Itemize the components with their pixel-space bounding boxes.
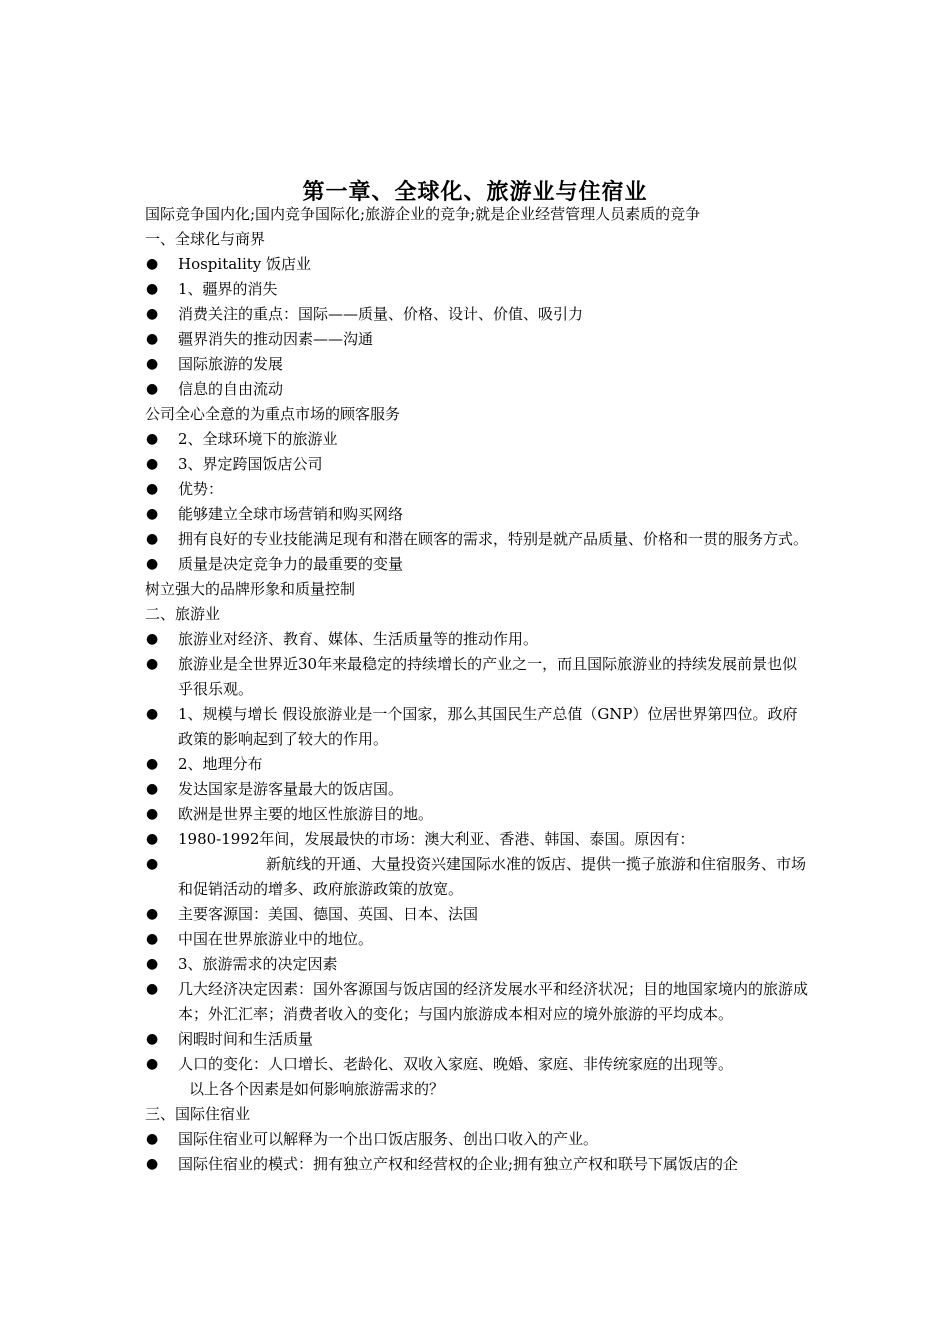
bullet-dot-icon: ● (146, 531, 159, 547)
text-line-content: 公司全心全意的为重点市场的顾客服务 (145, 405, 401, 423)
bullet-item (145, 1027, 810, 1052)
bullet-dot-icon: ● (146, 306, 159, 322)
bullet-item-text: 3、旅游需求的决定因素 (178, 955, 338, 973)
bullet-item (145, 952, 810, 977)
bullet-item (145, 927, 810, 952)
bullet-item-text: 新航线的开通、大量投资兴建国际水准的饭店、提供一揽子旅游和住宿服务、市场和促销活动的增多、政府旅游政策的放宽。 (178, 855, 807, 898)
bullet-item (145, 702, 810, 752)
text-line (145, 577, 810, 602)
bullet-item (145, 327, 810, 352)
bullet-item-text: Hospitality 饭店业 (178, 255, 312, 273)
bullet-item-text: 旅游业是全世界近30年来最稳定的持续增长的产业之一，而且国际旅游业的持续发展前景也似乎很乐观。 (178, 655, 798, 698)
bullet-dot-icon: ● (146, 981, 159, 997)
bullet-item (145, 477, 810, 502)
bullet-item-text: 拥有良好的专业技能满足现有和潜在顾客的需求，特别是就产品质量、价格和一贯的服务方式。 (178, 530, 809, 548)
bullet-item-text: 质量是决定竞争力的最重要的变量 (178, 555, 404, 573)
bullet-item (145, 977, 810, 1027)
text-line-content: 一、全球化与商界 (145, 230, 266, 248)
bullet-item (145, 752, 810, 777)
bullet-dot-icon: ● (146, 656, 159, 672)
bullet-dot-icon: ● (146, 1056, 159, 1072)
text-line (145, 402, 810, 427)
bullet-dot-icon: ● (146, 331, 159, 347)
bullet-item-text: 信息的自由流动 (178, 380, 284, 398)
bullet-dot-icon: ● (146, 456, 159, 472)
bullet-item (145, 802, 810, 827)
bullet-dot-icon: ● (146, 431, 159, 447)
document-body (145, 202, 810, 1177)
bullet-item (145, 427, 810, 452)
bullet-dot-icon: ● (146, 831, 159, 847)
bullet-item (145, 1152, 810, 1177)
bullet-item-text: 中国在世界旅游业中的地位。 (178, 930, 374, 948)
bullet-dot-icon: ● (146, 756, 159, 772)
bullet-item-text: 国际住宿业可以解释为一个出口饭店服务、创出口收入的产业。 (178, 1130, 599, 1148)
bullet-item (145, 777, 810, 802)
bullet-item-text: 能够建立全球市场营销和购买网络 (178, 505, 404, 523)
bullet-item (145, 502, 810, 527)
bullet-item-text: 2、地理分布 (178, 755, 263, 773)
bullet-item (145, 552, 810, 577)
text-line-content: 二、旅游业 (145, 605, 221, 623)
bullet-dot-icon: ● (146, 806, 159, 822)
bullet-item (145, 902, 810, 927)
bullet-item-text: 旅游业对经济、教育、媒体、生活质量等的推动作用。 (178, 630, 539, 648)
bullet-dot-icon: ● (146, 381, 159, 397)
bullet-dot-icon: ● (146, 1031, 159, 1047)
bullet-dot-icon: ● (146, 1156, 159, 1172)
bullet-item-text: 人口的变化：人口增长、老龄化、双收入家庭、晚婚、家庭、非传统家庭的出现等。 (178, 1055, 734, 1073)
bullet-item-text: 3、界定跨国饭店公司 (178, 455, 323, 473)
bullet-dot-icon: ● (146, 281, 159, 297)
bullet-dot-icon: ● (146, 906, 159, 922)
bullet-item (145, 452, 810, 477)
bullet-dot-icon: ● (146, 856, 159, 872)
text-line-content: 国际竞争国内化;国内竞争国际化;旅游企业的竞争;就是企业经营管理人员素质的竞争 (145, 205, 701, 223)
bullet-dot-icon: ● (146, 781, 159, 797)
bullet-item-text: 几大经济决定因素：国外客源国与饭店国的经济发展水平和经济状况；目的地国家境内的旅游成本；外汇汇率；消费者收入的变化；与国内旅游成本相对应的境外旅游的平均成本。 (178, 980, 809, 1023)
note-line (145, 1077, 810, 1102)
bullet-dot-icon: ● (146, 481, 159, 497)
text-line (145, 1102, 810, 1127)
text-line (145, 602, 810, 627)
bullet-item (145, 827, 810, 852)
bullet-item-text: 2、全球环境下的旅游业 (178, 430, 338, 448)
bullet-item-text: 疆界消失的推动因素——沟通 (178, 330, 374, 348)
page-title: 第一章、全球化、旅游业与住宿业 (302, 179, 648, 205)
bullet-item (145, 252, 810, 277)
bullet-item (145, 277, 810, 302)
bullet-item (145, 352, 810, 377)
bullet-dot-icon: ● (146, 631, 159, 647)
text-line-content: 树立强大的品牌形象和质量控制 (145, 580, 356, 598)
bullet-dot-icon: ● (146, 506, 159, 522)
bullet-dot-icon: ● (146, 356, 159, 372)
bullet-item-text: 闲暇时间和生活质量 (178, 1030, 314, 1048)
bullet-item (145, 627, 810, 652)
bullet-item-text: 消费关注的重点：国际——质量、价格、设计、价值、吸引力 (178, 305, 584, 323)
bullet-item (145, 1052, 810, 1077)
bullet-dot-icon: ● (146, 1131, 159, 1147)
bullet-dot-icon: ● (146, 931, 159, 947)
bullet-dot-icon: ● (146, 256, 159, 272)
bullet-item (145, 302, 810, 327)
bullet-item (145, 1127, 810, 1152)
bullet-dot-icon: ● (146, 706, 159, 722)
bullet-item-text: 发达国家是游客量最大的饭店国。 (178, 780, 404, 798)
bullet-item-text: 主要客源国：美国、德国、英国、日本、法国 (178, 905, 479, 923)
bullet-item-text: 欧洲是世界主要的地区性旅游目的地。 (178, 805, 434, 823)
bullet-item (145, 527, 810, 552)
bullet-dot-icon: ● (146, 556, 159, 572)
text-line-content: 三、国际住宿业 (145, 1105, 251, 1123)
bullet-item-text: 1、疆界的消失 (178, 280, 278, 298)
text-line (145, 227, 810, 252)
bullet-item-text: 1、规模与增长 假设旅游业是一个国家，那么其国民生产总值（GNP）位居世界第四位。政府政策的影响起到了较大的作用。 (178, 705, 798, 748)
bullet-item-text: 1980-1992年间，发展最快的市场：澳大利亚、香港、韩国、泰国。原因有： (178, 830, 695, 848)
bullet-item (145, 652, 810, 702)
note-line-content: 以上各个因素是如何影响旅游需求的？ (189, 1080, 445, 1098)
bullet-item (145, 852, 810, 902)
bullet-dot-icon: ● (146, 956, 159, 972)
text-line (145, 202, 810, 227)
bullet-item (145, 377, 810, 402)
bullet-item-text: 国际住宿业的模式：拥有独立产权和经营权的企业;拥有独立产权和联号下属饭店的企 (178, 1155, 739, 1173)
bullet-item-text: 优势： (178, 480, 224, 498)
bullet-item-text: 国际旅游的发展 (178, 355, 284, 373)
